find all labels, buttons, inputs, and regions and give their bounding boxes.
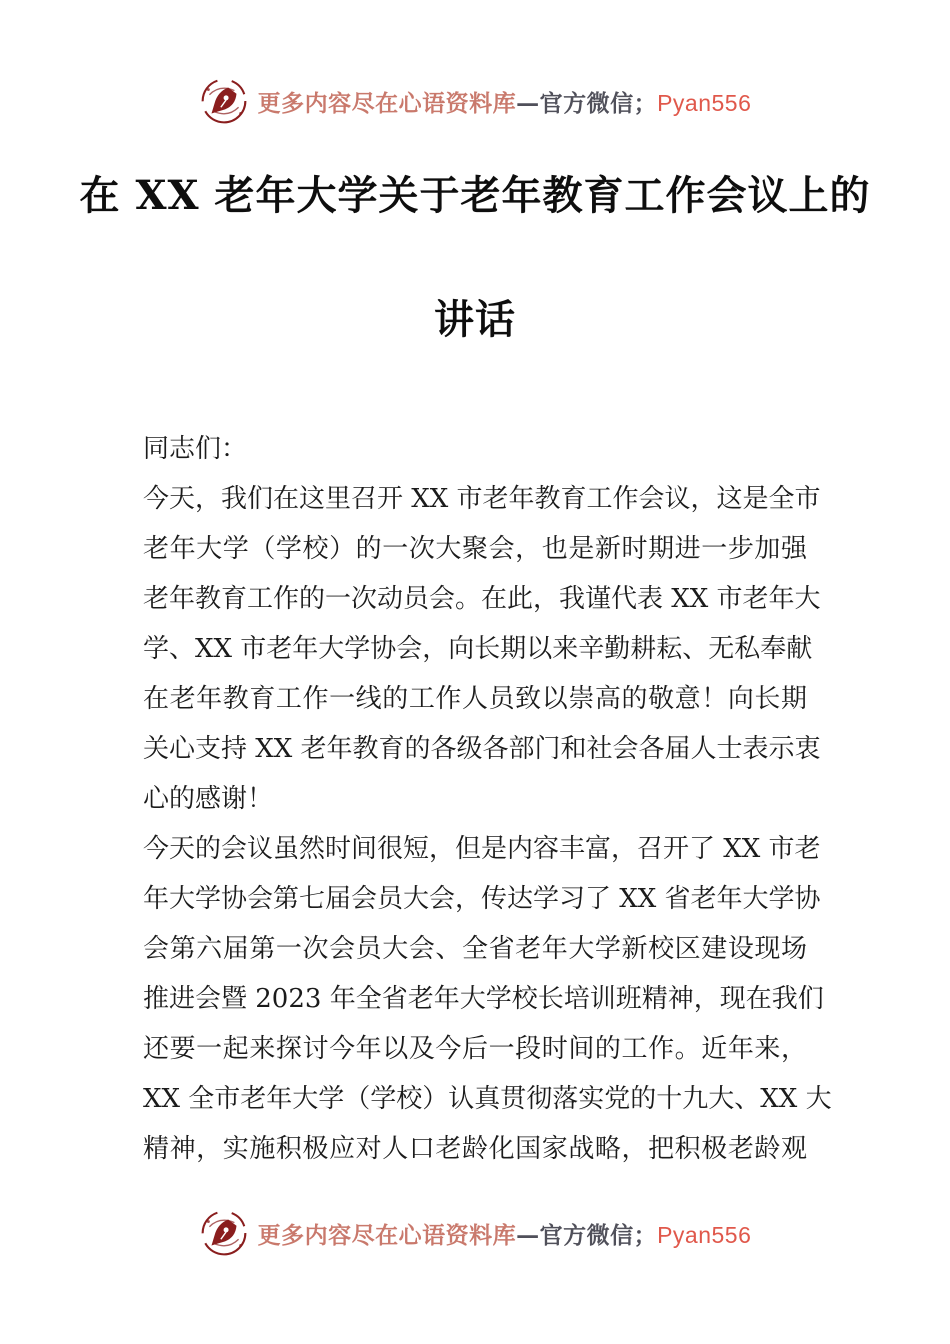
body-line: XX 全市老年大学（学校）认真贯彻落实党的十九大、XX 大	[143, 1084, 832, 1114]
brand-wechat-label: —官方微信；	[516, 1221, 658, 1249]
body-line: 老年教育工作的一次动员会。在此，我谨代表 XX 市老年大	[143, 584, 821, 614]
brand-wechat-id: Pyan556	[657, 89, 752, 116]
title-line-1: 在 XX 老年大学关于老年教育工作会议上的	[79, 172, 871, 219]
brand-wechat-id: Pyan556	[657, 1221, 752, 1248]
body-line: 今天的会议虽然时间很短，但是内容丰富，召开了 XX 市老	[143, 834, 821, 864]
body-line: 年大学协会第七届会员大会，传达学习了 XX 省老年大学协	[143, 884, 821, 914]
body-line: 会第六届第一次会员大会、全省老年大学新校区建设现场	[143, 934, 807, 964]
body-line: 关心支持 XX 老年教育的各级各部门和社会各届人士表示衷	[143, 734, 821, 764]
footer-brand	[0, 1208, 950, 1258]
title-line-2: 讲话	[434, 296, 516, 343]
body-line: 心的感谢！	[143, 784, 274, 814]
document-title	[0, 168, 950, 348]
brand-slogan: 更多内容尽在心语资料库	[257, 89, 517, 117]
header-brand-text	[258, 85, 752, 118]
body-line: 精神，实施积极应对人口老龄化国家战略，把积极老龄观	[143, 1134, 807, 1164]
pen-nib-logo-icon	[199, 1208, 249, 1258]
brand-wechat-label: —官方微信；	[516, 89, 658, 117]
pen-nib-logo-icon	[199, 76, 249, 126]
footer-brand-text	[258, 1217, 752, 1250]
body-line: 今天，我们在这里召开 XX 市老年教育工作会议，这是全市	[143, 484, 821, 514]
body-line: 推进会暨 2023 年全省老年大学校长培训班精神，现在我们	[143, 984, 824, 1014]
body-line: 老年大学（学校）的一次大聚会，也是新时期进一步加强	[143, 534, 807, 564]
body-line: 还要一起来探讨今年以及今后一段时间的工作。近年来，	[143, 1034, 807, 1064]
body-line: 在老年教育工作一线的工作人员致以崇高的敬意！向长期	[143, 684, 807, 714]
body-line: 学、XX 市老年大学协会，向长期以来辛勤耕耘、无私奉献	[143, 634, 813, 664]
brand-slogan: 更多内容尽在心语资料库	[257, 1221, 517, 1249]
body-line: 同志们：	[143, 434, 248, 464]
header-brand	[0, 76, 950, 126]
document-body	[143, 424, 832, 1174]
